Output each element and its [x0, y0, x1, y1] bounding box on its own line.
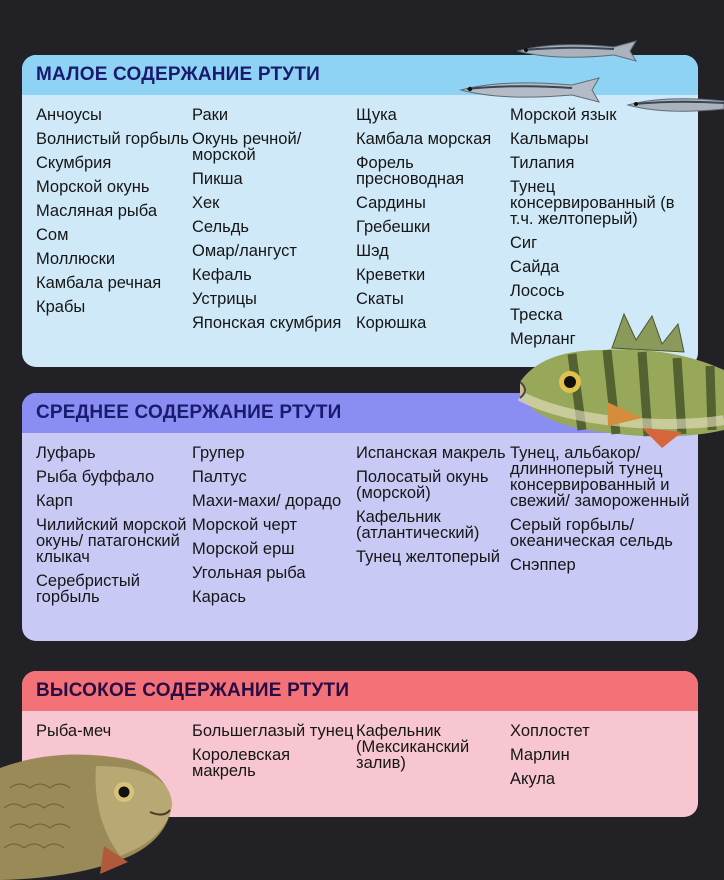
fish-item: Крабы — [36, 298, 86, 316]
fish-item: Щука — [356, 106, 397, 124]
fish-item: Кальмары — [510, 130, 589, 148]
medium-mercury-card — [22, 393, 698, 641]
fish-item: Сайда — [510, 258, 560, 276]
fish-item: Анчоусы — [36, 106, 102, 124]
fish-item: Тунец, альбакор/ длинноперый тунец консервированный и свежий/ замороженный — [510, 444, 690, 510]
fish-item: Японская скумбрия — [192, 314, 342, 332]
column — [192, 445, 356, 613]
fish-item: Сардины — [356, 194, 426, 212]
fish-item: Сом — [36, 226, 69, 244]
fish-item: Масляная рыба — [36, 202, 158, 220]
fish-item: Полосатый окунь (морской) — [356, 468, 489, 502]
fish-item: Кафельник (атлантический) — [356, 508, 480, 542]
fish-item: Морской окунь — [36, 178, 150, 196]
fish-item: Окунь речной/морской — [192, 130, 302, 164]
fish-item: Морской черт — [192, 516, 298, 534]
fish-item: Скумбрия — [36, 154, 112, 172]
fish-item: Пикша — [192, 170, 243, 188]
fish-item: Хек — [192, 194, 220, 212]
fish-item: Креветки — [356, 266, 426, 284]
fish-item: Чилийский морской окунь/ патагонский клыкач — [36, 516, 187, 566]
fish-item: Кефаль — [192, 266, 252, 284]
fish-item: Большеглазый тунец — [192, 722, 354, 740]
fish-item: Серебристый горбыль — [36, 572, 140, 606]
fish-item: Треска — [510, 306, 563, 324]
fish-item: Корюшка — [356, 314, 427, 332]
fish-item: Сельдь — [192, 218, 249, 236]
high-mercury-card — [22, 671, 698, 817]
fish-item: Устрицы — [192, 290, 257, 308]
low-mercury-card — [22, 55, 698, 367]
column — [36, 107, 192, 355]
column — [192, 107, 356, 355]
fish-item: Лосось — [510, 282, 565, 300]
column — [510, 107, 698, 355]
fish-item: Тилапия — [510, 154, 575, 172]
fish-item: Королевская макрель — [192, 746, 291, 780]
fish-item: Хоплостет — [510, 722, 590, 740]
fish-item: Форель пресноводная — [356, 154, 465, 188]
fish-item: Раки — [192, 106, 229, 124]
medium-mercury-list — [22, 433, 698, 613]
fish-item: Рыба буффало — [36, 468, 155, 486]
fish-item: Гребешки — [356, 218, 431, 236]
medium-mercury-title: СРЕДНЕЕ СОДЕРЖАНИЕ РТУТИ — [22, 393, 698, 433]
fish-item: Кафельник (Мексиканский залив) — [356, 722, 470, 772]
fish-item: Тунец консервированный (в т.ч. желтоперый) — [510, 178, 675, 228]
column — [36, 445, 192, 613]
column — [356, 107, 510, 355]
fish-item: Угольная рыба — [192, 564, 306, 582]
fish-item: Морской язык — [510, 106, 617, 124]
fish-item: Палтус — [192, 468, 247, 486]
fish-item: Рыба-меч — [36, 722, 112, 740]
fish-item: Камбала речная — [36, 274, 162, 292]
high-mercury-title: ВЫСОКОЕ СОДЕРЖАНИЕ РТУТИ — [22, 671, 698, 711]
fish-item: Снэппер — [510, 556, 576, 574]
fish-item: Карась — [192, 588, 246, 606]
low-mercury-title: МАЛОЕ СОДЕРЖАНИЕ РТУТИ — [22, 55, 698, 95]
fish-item: Махи-махи/ дорадо — [192, 492, 342, 510]
fish-item: Морской ерш — [192, 540, 295, 558]
fish-item: Луфарь — [36, 444, 96, 462]
column — [510, 723, 698, 795]
fish-item: Шэд — [356, 242, 389, 260]
fish-item: Акула — [510, 770, 556, 788]
fish-item: Моллюски — [36, 250, 116, 268]
column — [192, 723, 356, 795]
fish-item: Групер — [192, 444, 245, 462]
column — [356, 445, 510, 613]
fish-item: Сиг — [510, 234, 538, 252]
column — [36, 723, 192, 795]
fish-item: Испанская макрель — [356, 444, 506, 462]
column — [510, 445, 698, 613]
fish-item: Омар/лангуст — [192, 242, 297, 260]
fish-item: Марлин — [510, 746, 570, 764]
fish-item: Камбала морская — [356, 130, 492, 148]
column — [356, 723, 510, 795]
fish-item: Мерланг — [510, 330, 576, 348]
fish-item: Тунец желтоперый — [356, 548, 500, 566]
fish-item: Серый горбыль/ океаническая сельдь — [510, 516, 673, 550]
high-mercury-list — [22, 711, 698, 795]
low-mercury-list — [22, 95, 698, 355]
fish-item: Волнистый горбыль — [36, 130, 189, 148]
fish-item: Карп — [36, 492, 73, 510]
fish-item: Скаты — [356, 290, 404, 308]
